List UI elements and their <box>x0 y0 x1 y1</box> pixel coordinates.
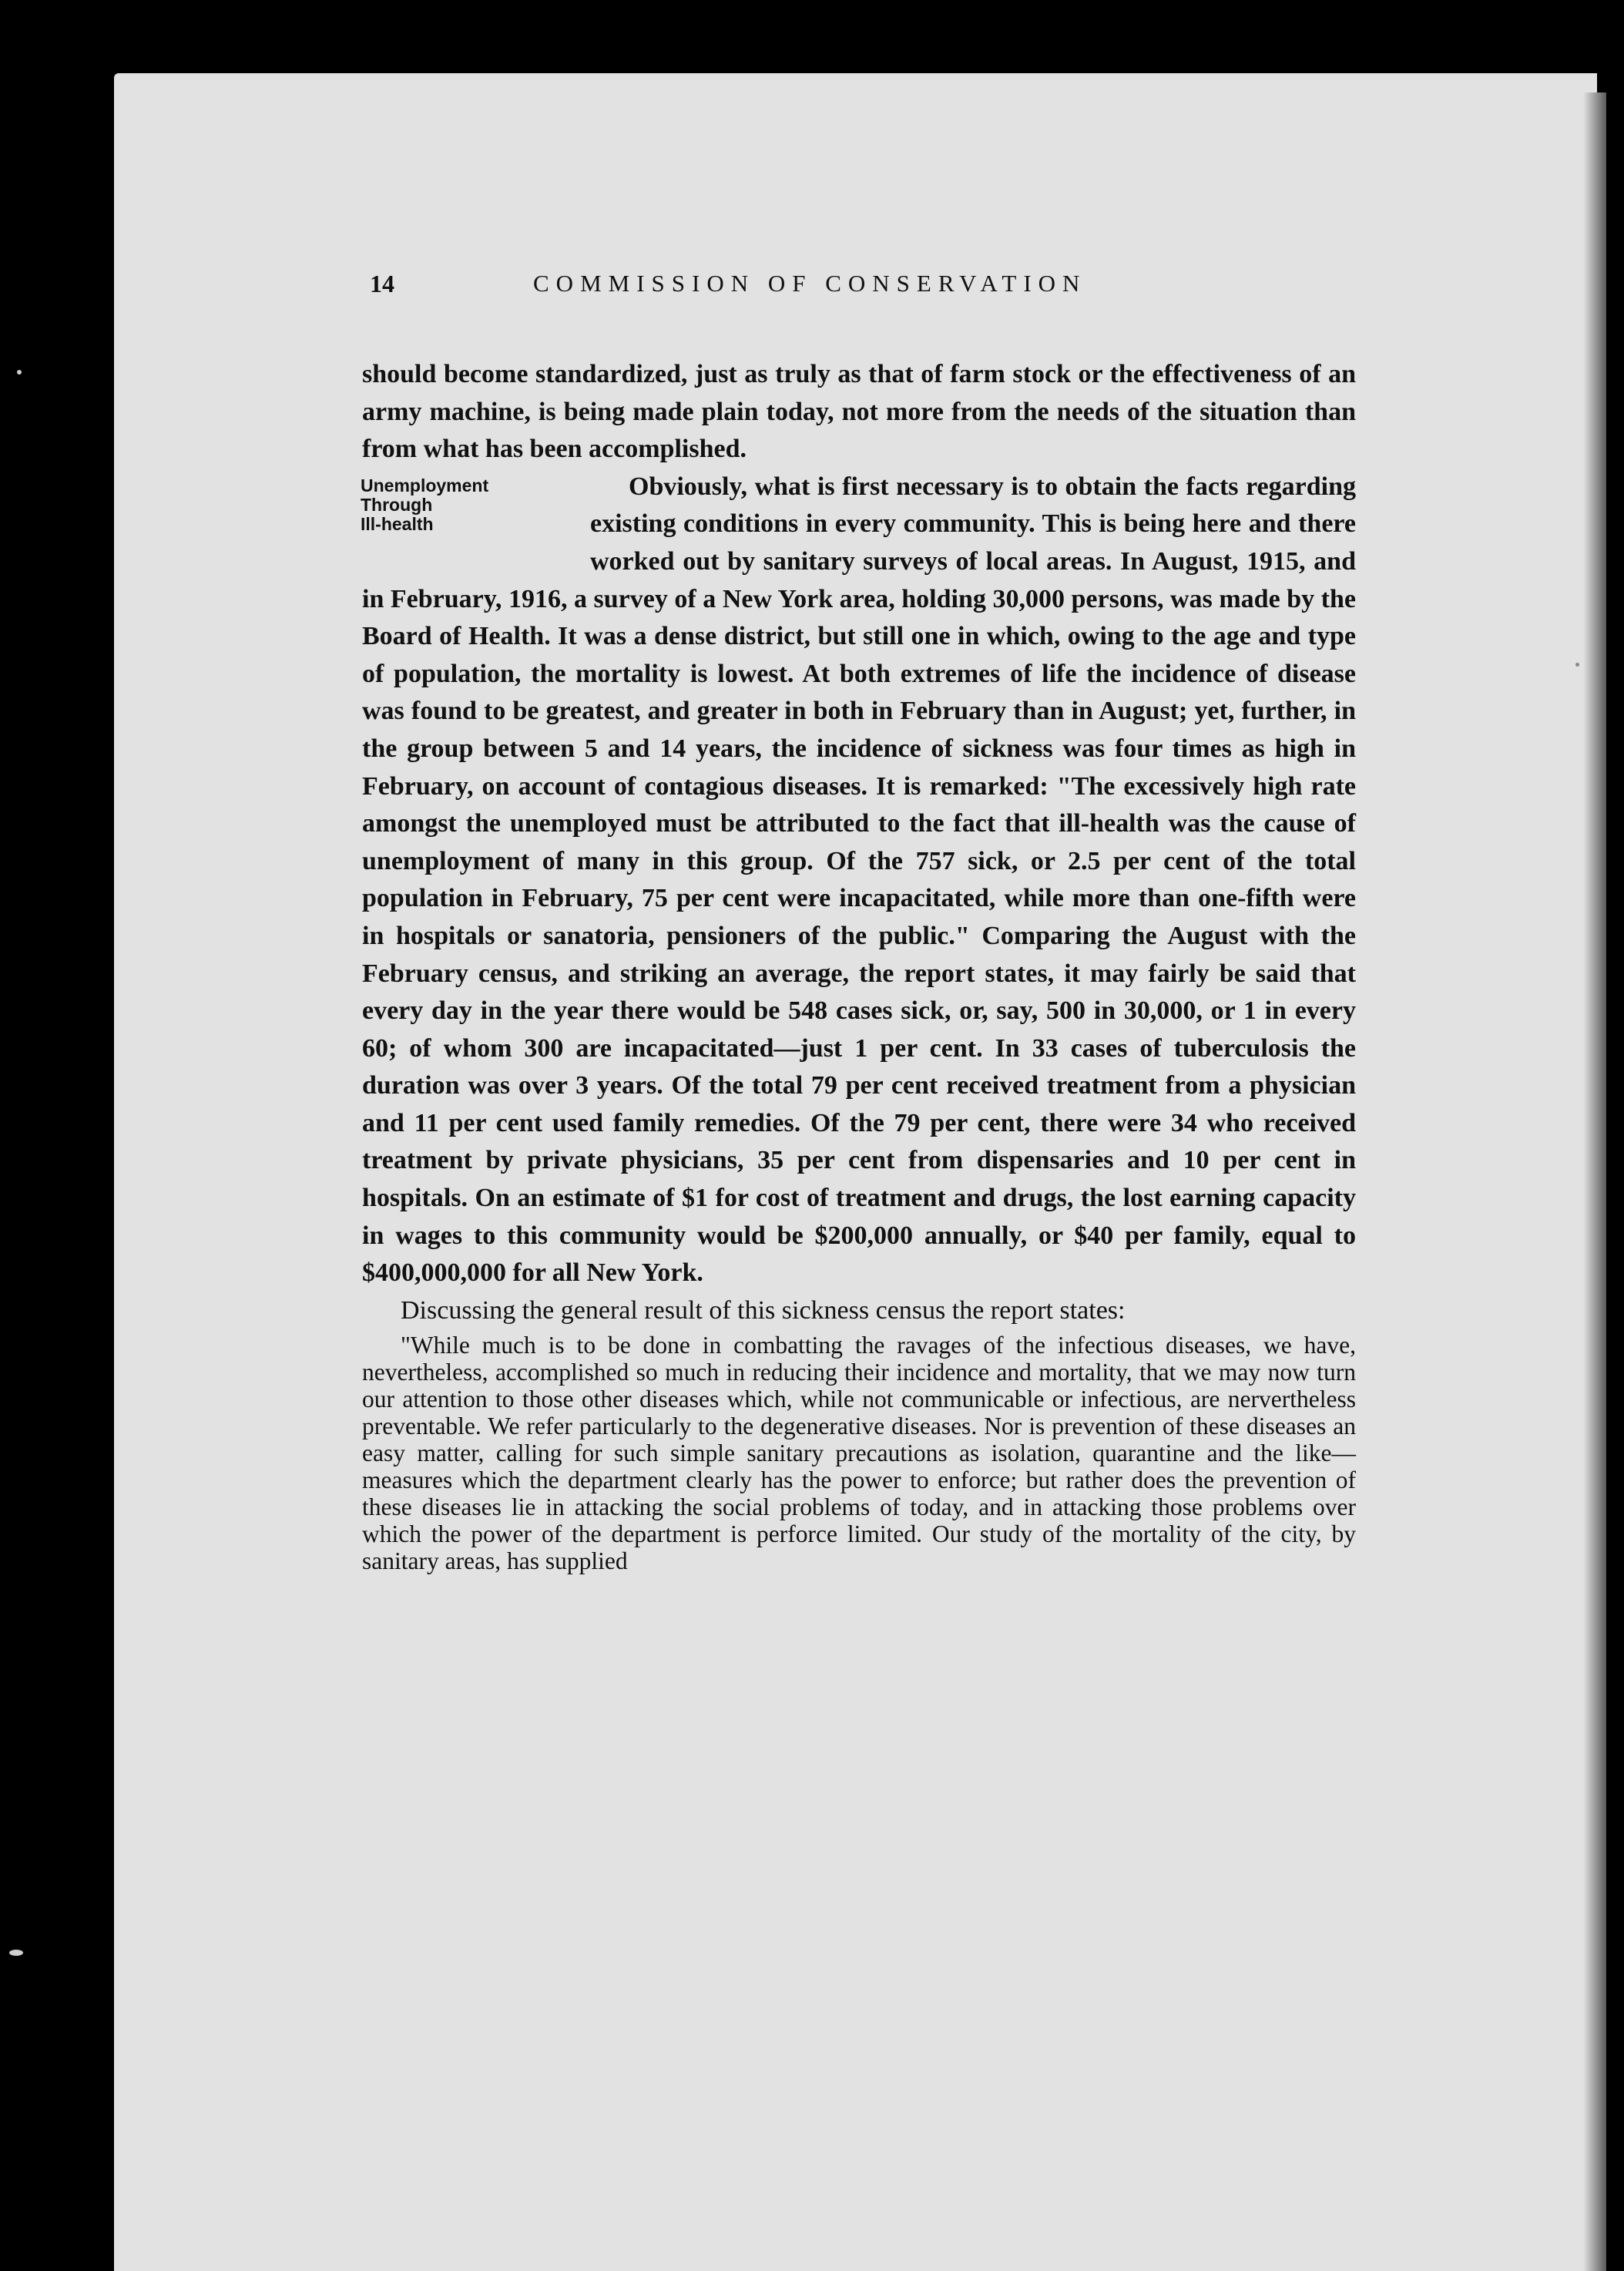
paragraph-intro-quote: Discussing the general result of this sickness census the report states: <box>401 1295 1126 1325</box>
running-head <box>362 270 1356 313</box>
page-number: 14 <box>370 270 394 297</box>
running-title: COMMISSION OF CONSERVATION <box>533 270 1087 297</box>
page-edge-shadow <box>1583 92 1606 2271</box>
sidenote-line: Through <box>361 494 433 515</box>
sidenote-line: Unemployment <box>361 475 489 496</box>
paragraph-continuation: should become standardized, just as truly as that of farm stock or the effectiveness of an army machine, is being made plain today, not more from the needs of the situation than from what has been accomplished. <box>362 360 1356 464</box>
scan-artifact <box>9 1950 23 1956</box>
scan-artifact <box>1575 663 1579 667</box>
scan-artifact <box>17 370 22 375</box>
block-quote: "While much is to be done in combatting the ravages of the infectious diseases, we have, nevertheless, accomplished so much in reducing their incidence and mortality, that we may now turn our attention to those other diseases which, while not communicable or infectious, are nervertheless preventable. We refer particularly to the degenerative diseases. Nor is prevention of these diseases an easy matter, calling for such simple sanitary precautions as isolation, quarantine and the like—measures which the department clearly has the power to enforce; but rather does the prevention of these diseases lie in attacking the social problems of today, and in attacking those problems over which the power of the department is perforce limited. Our study of the mortality of the city, by sanitary areas, has supplied <box>362 1332 1356 1574</box>
page-content <box>362 270 1356 1599</box>
paragraph-main: Obviously, what is first necessary is to obtain the facts regarding existing conditions in every community. This is being here and there worked out by sanitary surveys of local areas. In August, 1915, and in February, 1916, a survey of a New York area, holding 30,000 persons, was made by the Board of Health. It was a dense district, but still one in which, owing to the age and type of population, the mortality is lowest. At both extremes of life the incidence of disease was found to be greatest, and greater in both in February than in August; yet, further, in the group between 5 and 14 years, the incidence of sickness was four times as high in February, on account of contagious diseases. It is remarked: "The excessively high rate amongst the unemployed must be attributed to the fact that ill-health was the cause of unemployment of many in this group. Of the 757 sick, or 2.5 per cent of the total population in February, 75 per cent were incapacitated, while more than one-fifth were in hospitals or sanatoria, pensioners of the public." Comparing the August with the February census, and striking an average, the report states, it may fairly be said that every day in the year there would be 548 cases sick, or, say, 500 in 30,000, or 1 in every 60; of whom 300 are incapacitated—just 1 per cent. In 33 cases of tuberculosis the duration was over 3 years. Of the total 79 per cent received treatment from a physician and 11 per cent used family remedies. Of the 79 per cent, there were 34 who received treatment by private physicians, 35 per cent from dispensaries and 10 per cent in hospitals. On an estimate of $1 for cost of treatment and drugs, the lost earning capacity in wages to this community would be $200,000 annually, or $40 per family, equal to $400,000,000 for all New York. <box>362 472 1356 1288</box>
margin-sidenote <box>361 476 569 580</box>
sidenote-line: Ill-health <box>361 513 434 534</box>
